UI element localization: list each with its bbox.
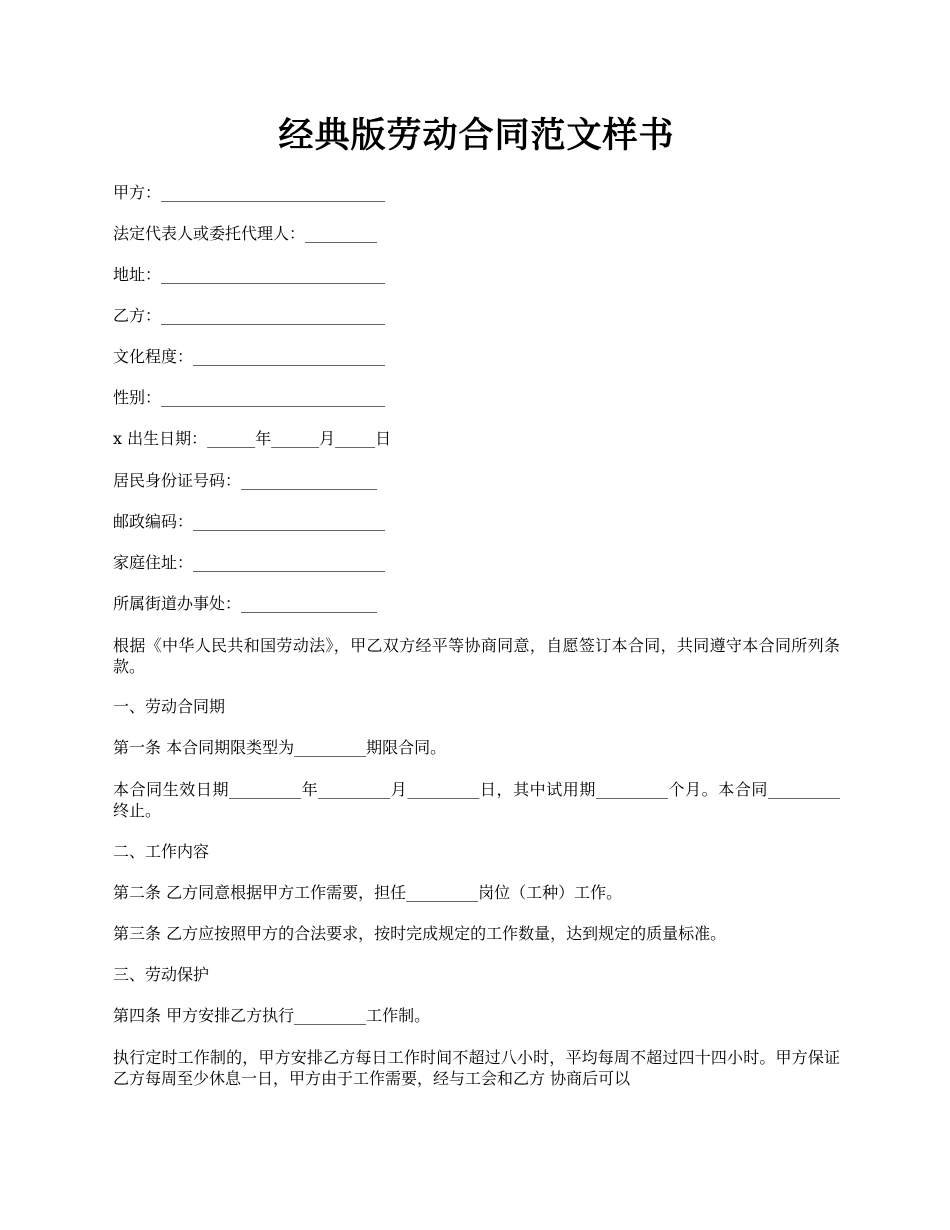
section-heading-contract-term: 一、劳动合同期 [113, 697, 226, 716]
article-3: 第三条 乙方应按照甲方的合法要求，按时完成规定的工作数量，达到规定的质量标准。 [113, 924, 727, 943]
field-address: 地址：____________________________ [113, 265, 386, 284]
article-4-detail: 执行定时工作制的，甲方安排乙方每日工作时间不超过八小时，平均每周不超过四十四小时。甲方保证乙方每周至少休息一日，甲方由于工作需要，经与工会和乙方 协商后可以 [113, 1048, 840, 1088]
field-postal-code: 邮政编码：________________________ [113, 512, 386, 531]
section-heading-labor-protection: 三、劳动保护 [113, 965, 210, 984]
field-birth-date: x 出生日期：______年______月_____日 [113, 429, 392, 448]
section-heading-work-content: 二、工作内容 [113, 842, 210, 861]
article-4: 第四条 甲方安排乙方执行_________工作制。 [113, 1006, 431, 1025]
field-subdistrict-office: 所属街道办事处：_________________ [113, 594, 378, 613]
field-gender: 性别：____________________________ [113, 388, 386, 407]
field-party-a: 甲方：____________________________ [113, 183, 386, 202]
document-title: 经典版劳动合同范文样书 [278, 115, 675, 156]
field-education: 文化程度：________________________ [113, 347, 386, 366]
field-party-b: 乙方：____________________________ [113, 306, 386, 325]
field-id-number: 居民身份证号码：_________________ [113, 471, 378, 490]
field-home-address: 家庭住址：________________________ [113, 553, 386, 572]
intro-paragraph: 根据《中华人民共和国劳动法》，甲乙双方经平等协商同意，自愿签订本合同，共同遵守本合同所列条款。 [113, 636, 840, 676]
article-2: 第二条 乙方同意根据甲方工作需要，担任_________岗位（工种）工作。 [113, 883, 623, 902]
article-1: 第一条 本合同期限类型为_________期限合同。 [113, 738, 447, 757]
field-legal-representative: 法定代表人或委托代理人：_________ [113, 224, 378, 243]
article-1-detail: 本合同生效日期_________年_________月_________日，其中试用期_________个月。本合同_________终止。 [113, 780, 840, 820]
